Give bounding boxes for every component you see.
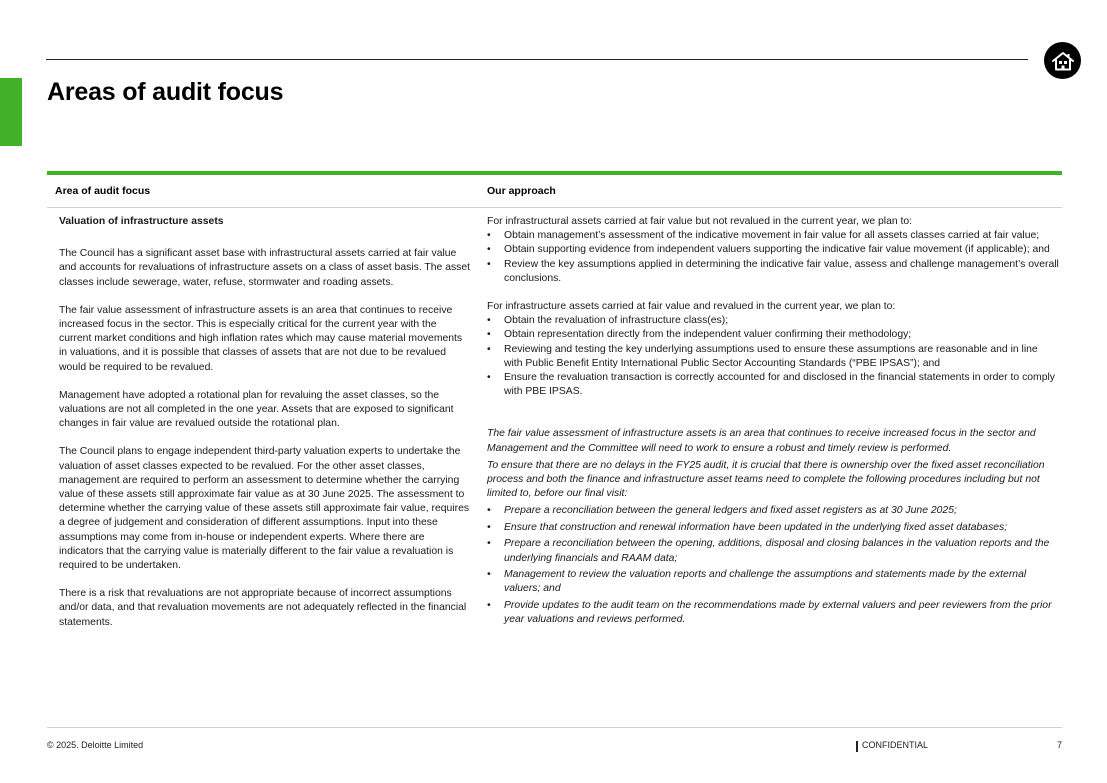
footer-divider [856,741,858,752]
audit-focus-column [59,215,471,644]
risk-paragraph: The fair value assessment of infrastructure assets is an area that continues to receive increased focus in the sector. This is especially critical for the current year with the current market conditions and high inflation rates which may cause material movements in valuations, and it is possible that classes of assets that are not due to be revalued would be required to be revalued. [59,304,463,373]
list-item: • Prepare a reconciliation between the general ledgers and fixed asset registers as at 30 June 2025; [487,504,1059,518]
list-item: • Provide updates to the audit team on the recommendations made by external valuers and peer reviewers from the prior year valuations and reviews performed. [487,599,1059,627]
approach-intro: For infrastructure assets carried at fair value and revalued in the current year, we plan to: [487,301,896,313]
risk-paragraph: There is a risk that revaluations are not appropriate because of incorrect assumptions and/or data, and that revaluation movements are not adequately reflected in the financial statements. [59,588,467,628]
list-item: • Management to review the valuation reports and challenge the assumptions and statements made by the external valuers; and [487,568,1059,596]
copyright: © 2025. Deloitte Limited [47,740,144,750]
list-item: • Obtain supporting evidence from independent valuers supporting the indicative fair value movement (if applicable); and [487,243,1059,257]
list-item: • Ensure the revaluation transaction is correctly accounted for and disclosed in the financial statements in order to comply with PBE IPSAS. [487,371,1059,399]
approach-column [487,215,1059,628]
list-item: • Prepare a reconciliation between the opening, additions, disposal and closing balances in the valuation reports and the underlying financials and RAAM data; [487,537,1059,565]
page-number: 7 [1057,740,1063,750]
risk-paragraph: Management have adopted a rotational plan for revaluing the asset classes, so the valuations are not all completed in the one year. Assets that are exposed to significant changes in fair value are revalued outside the rotational plan. [59,389,454,430]
header-rule [46,59,1028,60]
confidential-label: CONFIDENTIAL [862,740,929,750]
list-item: • Ensure that construction and renewal information have been updated in the underlying fixed asset databases; [487,521,1059,535]
approach-list-not-revalued [487,229,1059,286]
table-header [47,175,1062,208]
footer-rule [47,727,1062,728]
risk-paragraph: The Council has a significant asset base with infrastructural assets carried at fair value and accounts for revaluations of infrastructure assets on a class of asset basis. The asset classes include sewerage, water, refuse, stormwater and roading assets. [59,248,471,288]
risk-paragraph: The Council plans to engage independent third-party valuation experts to undertake the valuation of asset classes expected to be revalued. For the other asset classes, management are required to perform an assessment to determine whether the carrying value of these assets still approximate fair value as at 30 June 2025. The assessment to determine whether the carrying value of these assets still approximate fair value, requires a degree of judgement and consideration of different assumptions. Input into these assumptions may come from in-house or independent experts. Where there are indicators that the carrying value is materially different to the fair value a revaluation is required to be undertaken. [59,446,470,572]
approach-list-revalued [487,314,1059,399]
procedures-list [487,504,1059,628]
risk-title: Valuation of infrastructure assets [59,216,224,227]
note-paragraph: To ensure that there are no delays in the FY25 audit, it is crucial that there is ownership over the fixed asset reconciliation process and both the finance and infrastructure asset teams need to complete the following procedures including but not limited to, before our final visit: [487,459,1045,500]
page-title: Areas of audit focus [47,78,284,106]
accent-tab [0,78,22,146]
header-our-approach: Our approach [487,185,556,197]
approach-intro: For infrastructural assets carried at fair value but not revalued in the current year, we plan to: [487,216,913,227]
home-icon [1051,50,1075,72]
list-item: • Obtain management’s assessment of the indicative movement in fair value for all assets classes carried at fair value; [487,229,1059,243]
list-item: • Obtain representation directly from the independent valuer confirming their methodology; [487,328,1059,342]
list-item: • Review the key assumptions applied in determining the indicative fair value, assess and challenge management’s overall conclusions. [487,258,1059,286]
list-item: • Reviewing and testing the key underlying assumptions used to ensure these assumptions are reasonable and in line with Public Benefit Entity International Public Sector Accounting Standards (“PBE IPSAS”); and [487,343,1059,371]
list-item: • Obtain the revaluation of infrastructure class(es); [487,314,1059,328]
home-button[interactable] [1044,42,1081,79]
note-paragraph: The fair value assessment of infrastructure assets is an area that continues to receive increased focus in the sector and Management and the Committee will need to work to ensure a robust and timely review is performed. [487,428,1036,454]
header-area-of-audit-focus: Area of audit focus [55,185,151,197]
